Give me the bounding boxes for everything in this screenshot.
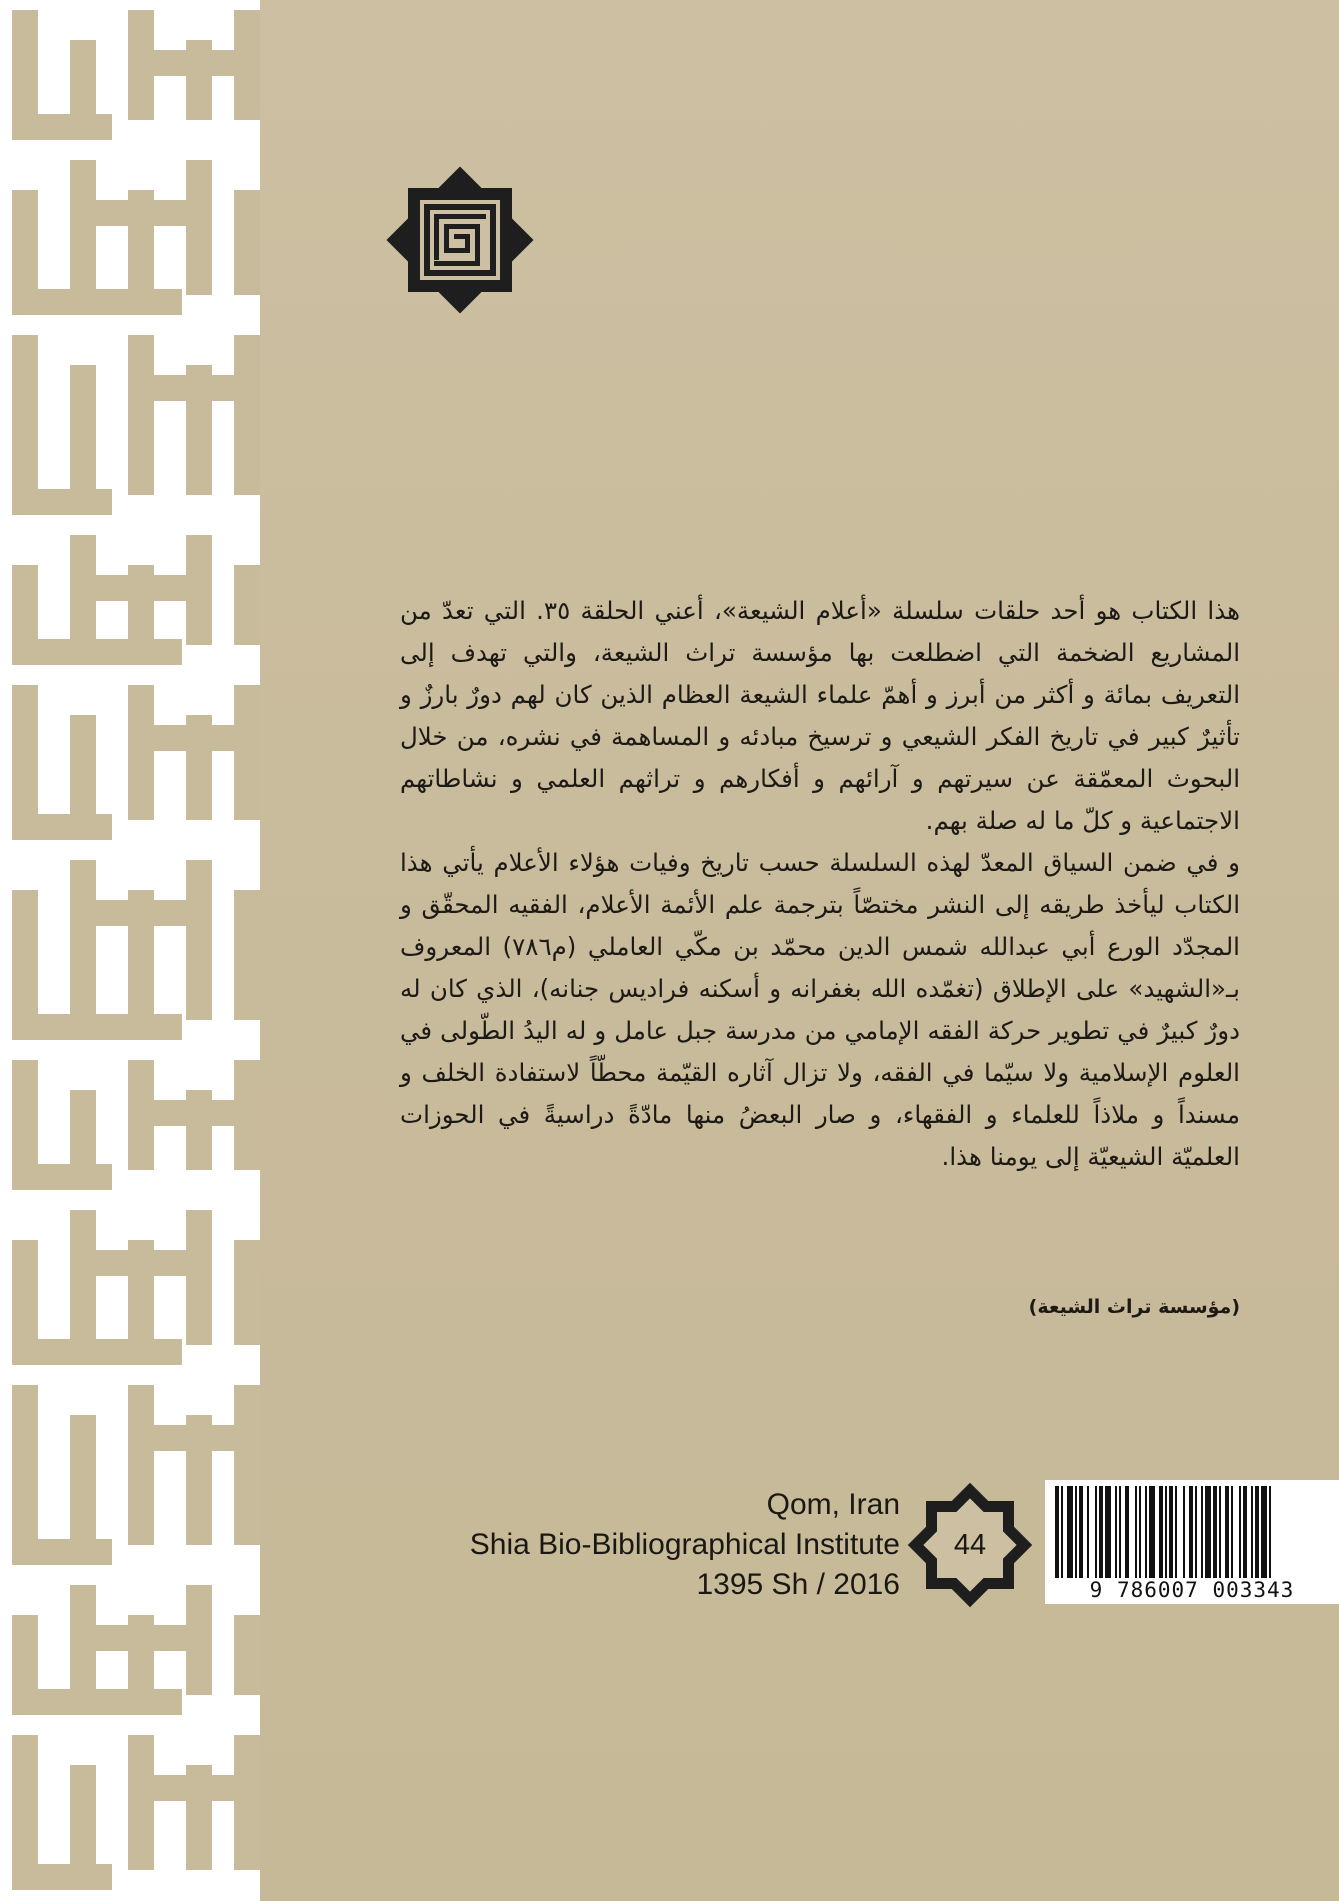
isbn-barcode [1045, 1480, 1339, 1604]
imprint-publisher: Shia Bio-Bibliographical Institute [469, 1528, 900, 1561]
series-number-badge [905, 1480, 1035, 1610]
kufic-maze-strip [0, 0, 260, 1901]
description-paragraph-2: و في ضمن السياق المعدّ لهذه السلسلة حسب تاريخ وفيات هؤلاء الأعلام يأتي هذا الكتاب ليأخذ طريقه إلى النشر مختصّاً بترجمة علم الأئمة الأعلام، الفقيه المحقّق و المجدّد الورع أبي عبدالله شمس الدين محمّد بن مكّي العاملي (م٧٨٦) المعروف بـ«الشهيد» على الإطلاق (تغمّده الله بغفرانه و أسكنه فراديس جنانه)، الذي كان له دورٌ كبيرٌ في تطوير حركة الفقه الإمامي من مدرسة جبل عامل و له اليدُ الطّولى في العلوم الإسلامية ولا سيّما في الفقه، ولا تزال آثاره القيّمة محطّاً لاستفادة الخلف و مسنداً و ملاذاً للعلماء و الفقهاء، و صار البعضُ منها مادّةً دراسيةً في الحوزات العلميّة الشيعيّة إلى يومنا هذا. [400, 848, 1240, 1171]
series-number: 44 [953, 1528, 987, 1561]
description-paragraph-1: هذا الكتاب هو أحد حلقات سلسلة «أعلام الشيعة»، أعني الحلقة ٣٥. التي تعدّ من المشاريع الضخمة التي اضطلعت بها مؤسسة تراث الشيعة، والتي تهدف إلى التعريف بمائة و أكثر من أبرز و أهمّ علماء الشيعة العظام الذين كان لهم دورٌ بارزٌ و تأثيرٌ كبير في تاريخ الفكر الشيعي و ترسيخ مبادئه و المساهمة في نشره، من خلال البحوث المعمّقة عن سيرتهم و آرائهم و أفكارهم و تراثهم العلمي و نشاطاتهم الاجتماعية و كلّ ما له صلة بهم. [400, 596, 1240, 835]
imprint-year: 1395 Sh / 2016 [696, 1568, 900, 1601]
imprint-city: Qom, Iran [766, 1488, 900, 1521]
kufic-emblem-icon [385, 150, 535, 330]
institute-signature: (مؤسسة تراث الشيعة) [1028, 1296, 1240, 1318]
isbn-number: 9 786007 003343 [1045, 1578, 1339, 1602]
description-text [400, 590, 1240, 1178]
publisher-imprint [380, 1485, 900, 1605]
